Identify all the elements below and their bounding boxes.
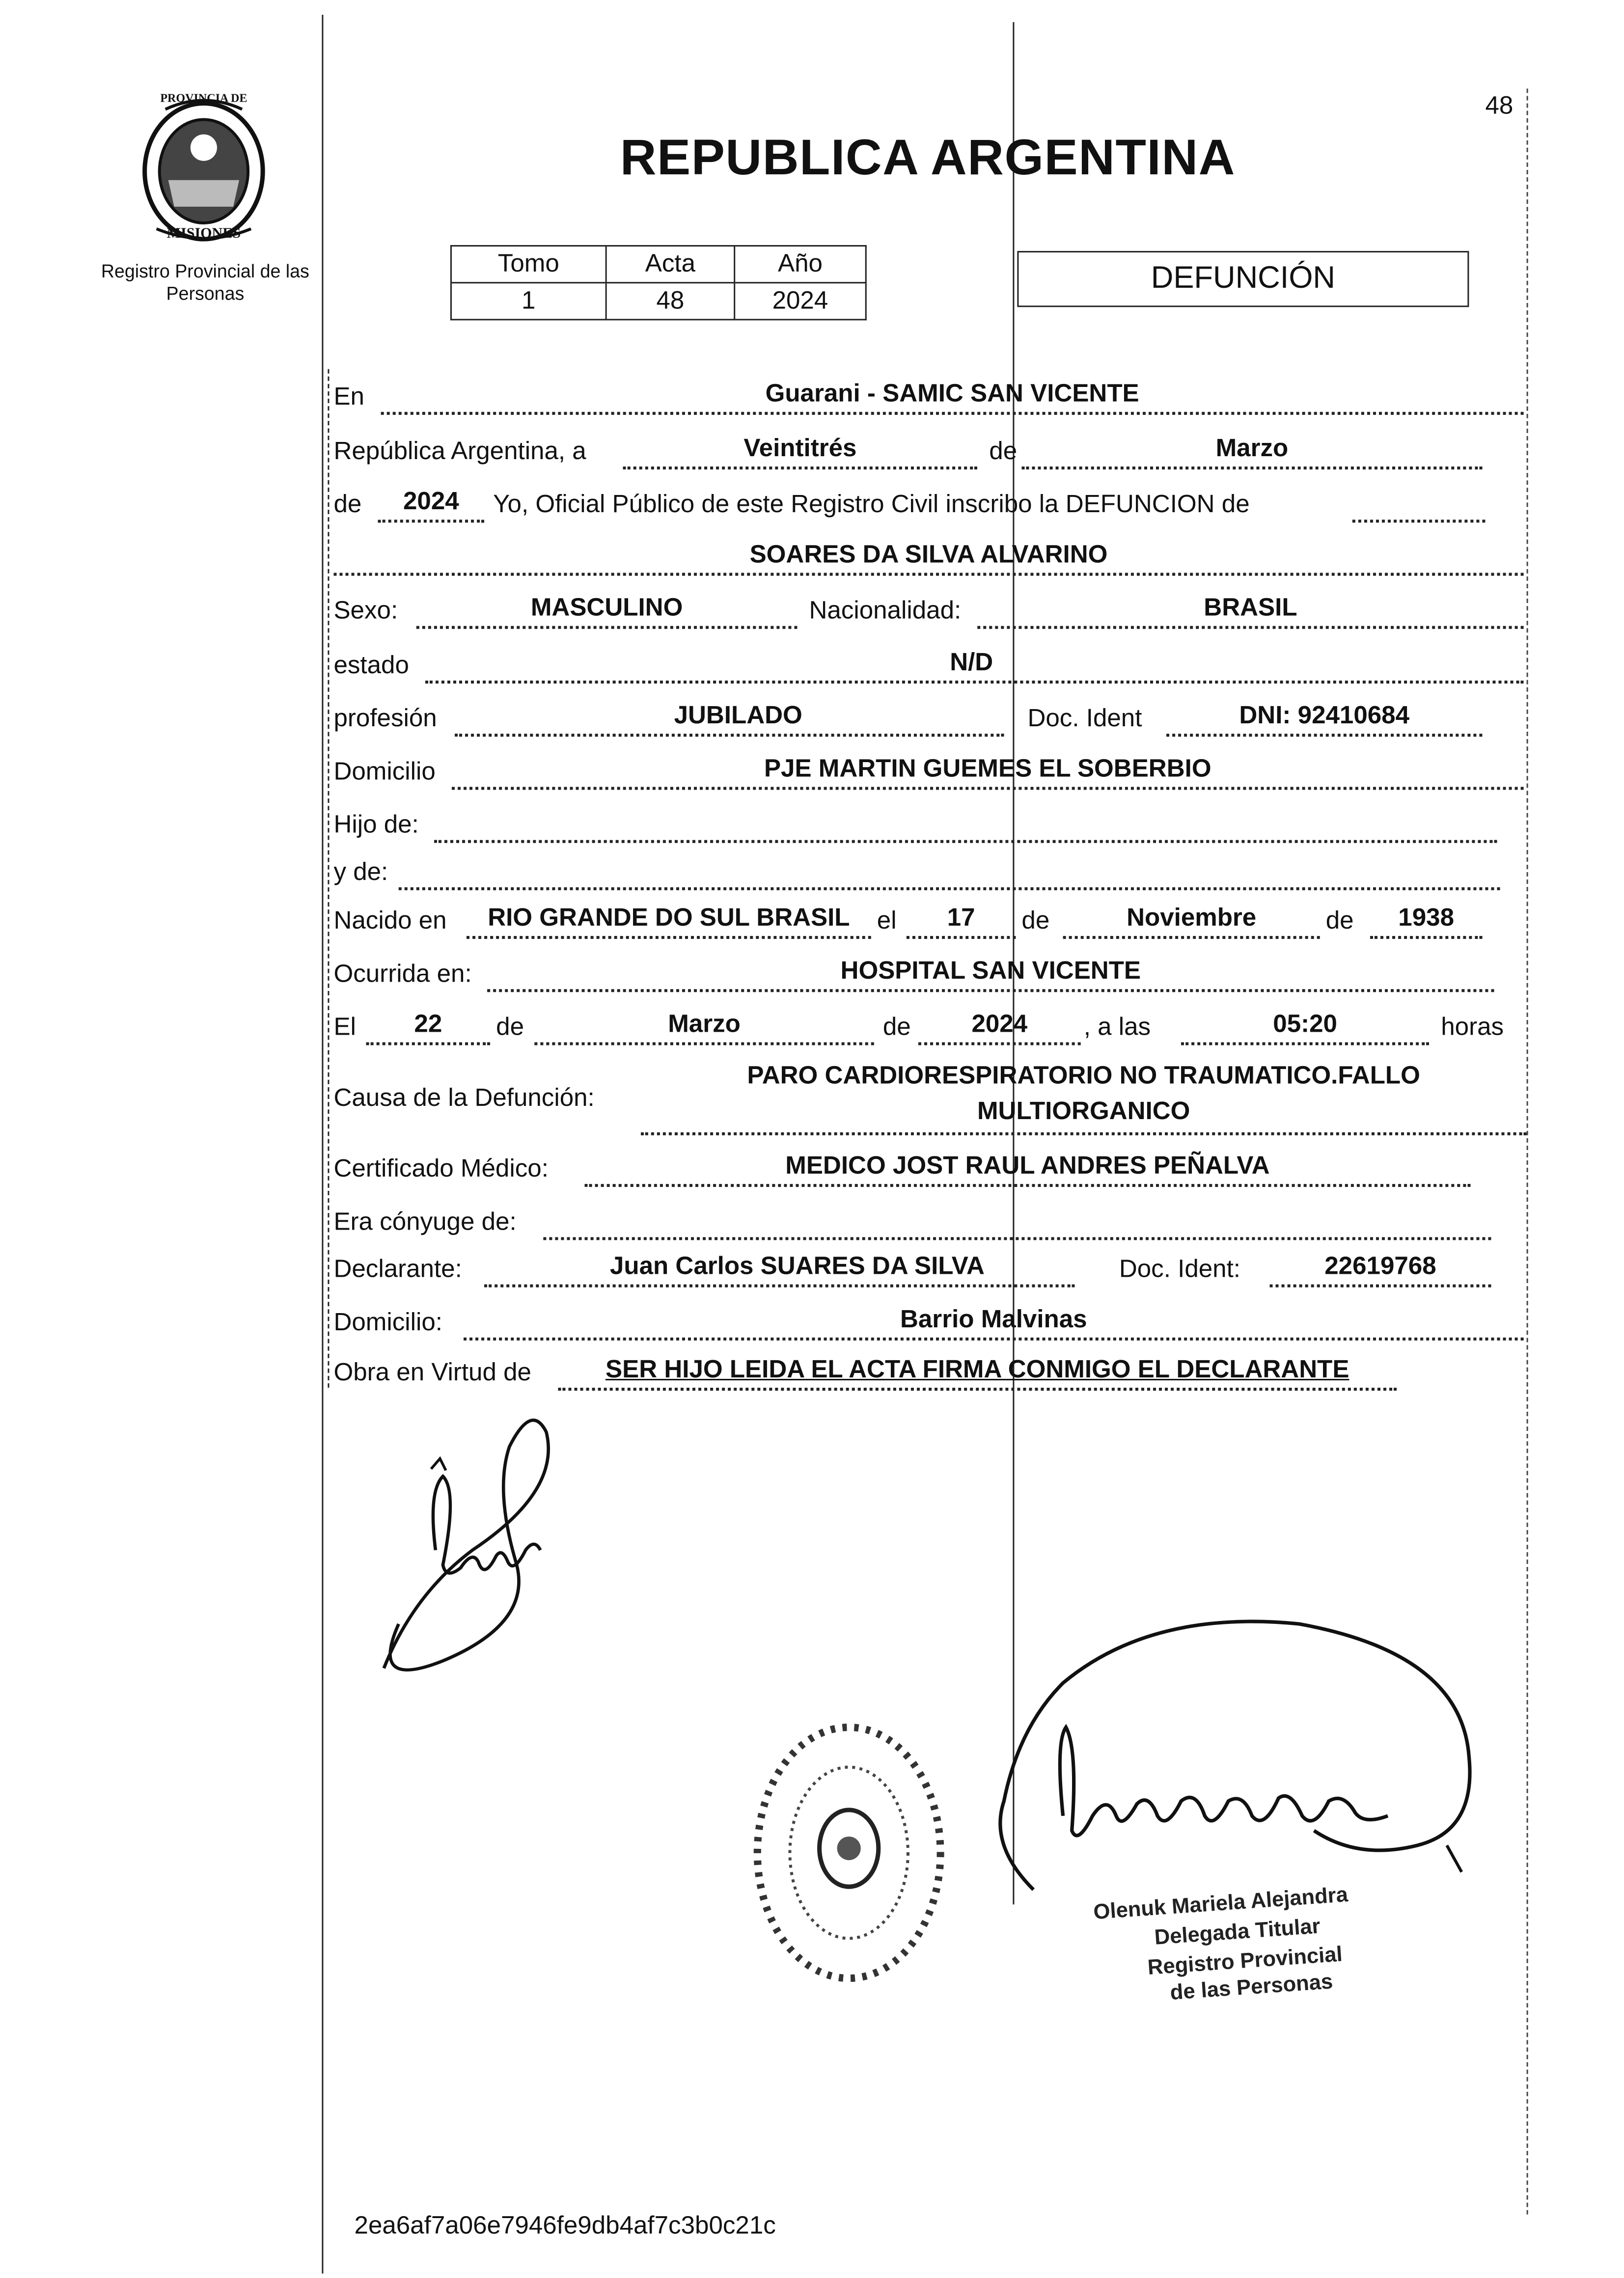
record-table-header: Tomo: [451, 246, 606, 283]
provincia-seal-graphic: [130, 88, 278, 248]
left-margin-line: [322, 15, 323, 2274]
office-seal: [738, 1712, 960, 2007]
value-nac-dia: 17: [947, 903, 975, 932]
label-certificado: Certificado Médico:: [333, 1154, 549, 1183]
official-stamp: [1093, 1875, 1439, 2006]
dots-nombre: [333, 573, 1523, 576]
value-estado: N/D: [950, 648, 993, 676]
provincia-misiones-seal: [130, 88, 278, 248]
label-de-fall-anio: de: [882, 1013, 911, 1041]
value-nac-mes: Noviembre: [1127, 903, 1257, 932]
dots-en: [381, 412, 1524, 415]
label-estado: estado: [333, 651, 409, 679]
record-type: DEFUNCIÓN: [1151, 261, 1336, 296]
value-certificado: MEDICO JOST RAUL ANDRES PEÑALVA: [785, 1151, 1270, 1180]
label-horas: horas: [1441, 1013, 1504, 1041]
official-signature: [974, 1609, 1491, 1904]
registry-name: Registro Provincial de las Personas: [101, 261, 309, 304]
page-title: REPUBLICA ARGENTINA: [620, 130, 1236, 186]
dots-nac-mes: [1063, 936, 1320, 939]
label-a-las: , a las: [1083, 1013, 1151, 1041]
label-ocurrida-en: Ocurrida en:: [333, 960, 472, 988]
label-profesion: profesión: [333, 704, 437, 733]
dots-declarante-doc: [1270, 1285, 1491, 1288]
label-causa: Causa de la Defunción:: [333, 1083, 595, 1112]
label-hijo-de: Hijo de:: [333, 810, 419, 839]
dots-nacionalidad: [977, 626, 1523, 629]
value-mes: Marzo: [1215, 434, 1289, 463]
value-dia-letras: Veintitrés: [743, 434, 857, 463]
right-margin-line: [1527, 88, 1528, 2214]
value-obra: SER HIJO LEIDA EL ACTA FIRMA CONMIGO EL DECLARANTE: [606, 1355, 1349, 1383]
value-declarante: Juan Carlos SUARES DA SILVA: [609, 1252, 985, 1280]
dots-sexo: [416, 626, 798, 629]
official-stamp-line: Olenuk Mariela Alejandra: [1093, 1884, 1349, 1925]
seal-text-bottom: MISIONES: [166, 225, 241, 243]
document-hash: 2ea6af7a06e7946fe9db4af7c3b0c21c: [354, 2211, 776, 2240]
record-table-header: Acta: [606, 246, 735, 283]
official-stamp-line: de las Personas: [1169, 1970, 1334, 2006]
dots-profesion: [455, 734, 1004, 737]
dots-ocurrida-en: [487, 989, 1494, 992]
dots-conyuge: [543, 1237, 1491, 1240]
value-causa-line-1: PARO CARDIORESPIRATORIO NO TRAUMATICO.FALLO: [747, 1061, 1420, 1090]
official-stamp-line: Registro Provincial: [1147, 1943, 1344, 1981]
value-lugar: Guarani - SAMIC SAN VICENTE: [765, 379, 1139, 408]
dots-declarante: [484, 1285, 1075, 1288]
label-y-de: y de:: [333, 857, 388, 886]
dots-hijo-de: [434, 840, 1497, 843]
dots-doc-ident: [1166, 734, 1482, 737]
left-margin-line-2: [328, 369, 329, 1388]
value-doc-ident: DNI: 92410684: [1239, 701, 1410, 730]
value-nac-anio: 1938: [1398, 903, 1455, 932]
label-el: El: [333, 1013, 356, 1041]
label-de-nac-mes: de: [1021, 906, 1050, 935]
record-number-table: [450, 245, 867, 320]
dots-dia: [623, 467, 978, 469]
record-table-cell: 2024: [735, 283, 866, 320]
dots-certificado: [585, 1184, 1471, 1187]
label-el-nac: el: [877, 906, 897, 935]
value-causa-line-2: MULTIORGANICO: [977, 1097, 1190, 1125]
dots-anio: [378, 520, 484, 522]
label-de-start: de: [333, 490, 362, 519]
label-yo-oficial: Yo, Oficial Público de este Registro Civil inscribo la DEFUNCION de: [493, 490, 1250, 519]
record-table-cell: 48: [606, 283, 735, 320]
value-nacido-en: RIO GRANDE DO SUL BRASIL: [488, 903, 850, 932]
record-type-box: [1017, 251, 1469, 307]
page-number: 48: [1485, 91, 1514, 120]
official-stamp-line: Delegada Titular: [1154, 1915, 1321, 1950]
declarant-signature: [355, 1402, 620, 1698]
dots-nacido-en: [467, 936, 871, 939]
value-sexo: MASCULINO: [530, 593, 683, 622]
value-nombre: SOARES DA SILVA ALVARINO: [749, 540, 1108, 569]
dots-hora: [1181, 1043, 1429, 1045]
label-en: En: [333, 382, 364, 411]
label-republica: República Argentina, a: [333, 437, 586, 466]
dots-nac-dia: [907, 936, 1016, 939]
label-sexo: Sexo:: [333, 596, 398, 625]
dots-mes: [1021, 467, 1482, 469]
label-domicilio: Domicilio: [333, 757, 436, 786]
value-declarante-domicilio: Barrio Malvinas: [900, 1305, 1087, 1333]
dots-estado: [425, 681, 1524, 684]
value-nacionalidad: BRASIL: [1204, 593, 1297, 622]
dots-fall-mes: [534, 1043, 874, 1045]
label-de: de: [989, 437, 1018, 466]
seal-text-top: PROVINCIA DE: [160, 91, 248, 105]
dots-causa: [641, 1132, 1527, 1135]
value-domicilio: PJE MARTIN GUEMES EL SOBERBIO: [764, 754, 1211, 783]
dots-nac-anio: [1370, 936, 1482, 939]
label-de-nac-anio: de: [1325, 906, 1354, 935]
label-declarante-doc: Doc. Ident:: [1119, 1255, 1241, 1283]
value-fall-anio: 2024: [971, 1010, 1028, 1038]
dots-defuncion-de: [1352, 520, 1486, 522]
value-anio: 2024: [403, 487, 459, 516]
dots-domicilio-2: [464, 1338, 1524, 1341]
label-de-fall-mes: de: [496, 1013, 524, 1041]
label-obra: Obra en Virtud de: [333, 1358, 531, 1387]
label-conyuge: Era cónyuge de:: [333, 1208, 517, 1236]
dots-domicilio: [452, 787, 1524, 790]
value-fall-dia: 22: [414, 1010, 442, 1038]
label-declarante: Declarante:: [333, 1255, 462, 1283]
label-domicilio-2: Domicilio:: [333, 1308, 442, 1336]
record-table-cell: 1: [451, 283, 606, 320]
dots-fall-dia: [366, 1043, 491, 1045]
label-nacionalidad: Nacionalidad:: [809, 596, 962, 625]
label-doc-ident: Doc. Ident: [1027, 704, 1142, 733]
value-declarante-doc: 22619768: [1324, 1252, 1436, 1280]
value-hora: 05:20: [1273, 1010, 1337, 1038]
dots-fall-anio: [918, 1043, 1081, 1045]
value-profesion: JUBILADO: [674, 701, 802, 730]
dots-y-de: [399, 887, 1500, 890]
office-seal-graphic: [738, 1712, 960, 2007]
record-table-header: Año: [735, 246, 866, 283]
value-fall-mes: Marzo: [668, 1010, 741, 1038]
dots-obra: [558, 1388, 1397, 1391]
label-nacido-en: Nacido en: [333, 906, 447, 935]
value-ocurrida-en: HOSPITAL SAN VICENTE: [840, 957, 1141, 985]
